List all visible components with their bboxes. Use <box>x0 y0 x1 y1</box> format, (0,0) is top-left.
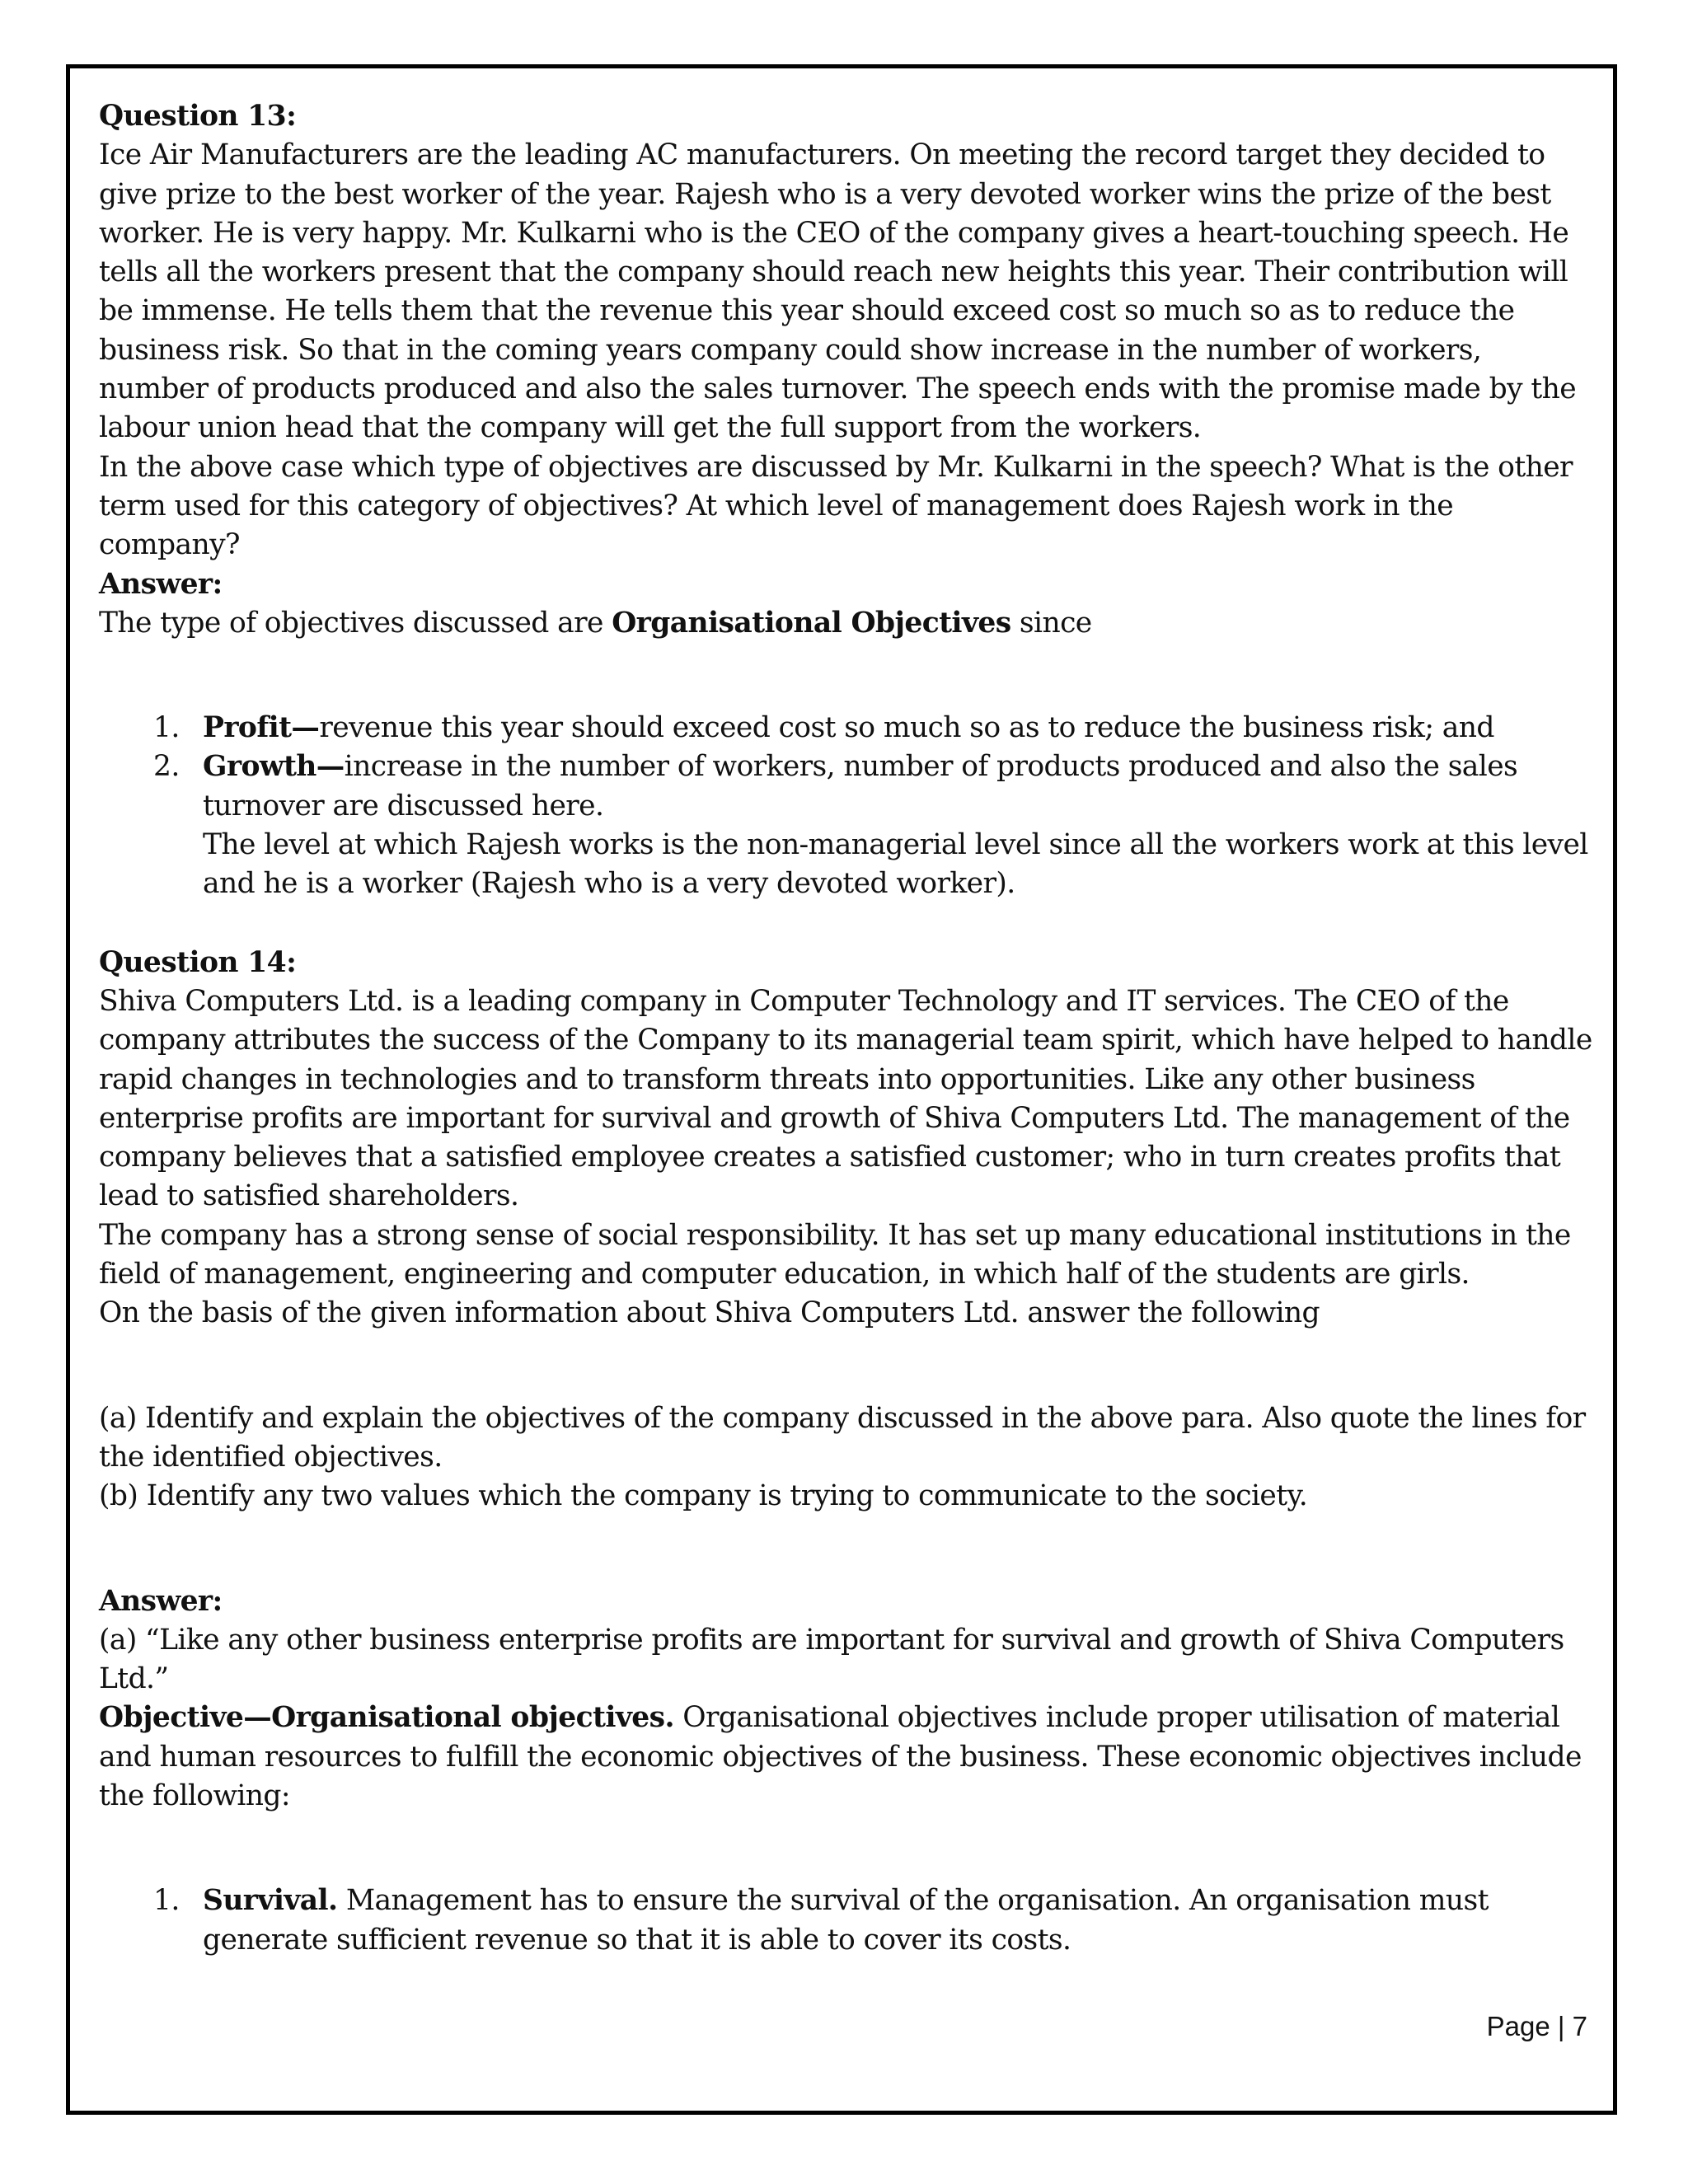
list-item: 1. Survival. Management has to ensure the survival of the organisation. An organisation must generate sufficient revenue so that it is able to cover its costs. <box>153 1884 1489 1957</box>
answer-intro-bold: Organisational Objectives <box>612 606 1011 640</box>
list-item: 2. Growth—increase in the number of workers, number of products produced and also the sales turnover are discussed here. <box>153 750 1518 823</box>
question-14-part-b: (b) Identify any two values which the company is trying to communicate to the society. <box>99 1479 1308 1513</box>
question-14-para-1: Shiva Computers Ltd. is a leading company in Computer Technology and IT services. The CEO of the company attributes the success of the Company to its managerial team spirit, which have helped to handle rapid changes in technologies and to transform threats into opportunities. Like any other business enterprise profits are important for survival and growth of Shiva Computers Ltd. The management of the company believes that a satisfied employee creates a satisfied customer; who in turn creates profits that lead to satisfied shareholders. <box>99 984 1592 1213</box>
question-13-answer-list <box>99 709 1592 826</box>
question-13-body: Ice Air Manufacturers are the leading AC manufacturers. On meeting the record target they decided to give prize to the best worker of the year. Rajesh who is a very devoted worker wins the prize of the best worker. He is very happy. Mr. Kulkarni who is the CEO of the company gives a heart-touching speech. He tells all the workers present that the company should reach new heights this year. Their contribution will be immense. He tells them that the revenue this year should exceed cost so much so as to reduce the business risk. So that in the coming years company could show increase in the number of workers, number of products produced and also the sales turnover. The speech ends with the promise made by the labour union head that the company will get the full support from the workers. <box>99 138 1577 445</box>
question-14-para-3: On the basis of the given information about Shiva Computers Ltd. answer the following <box>99 1296 1320 1330</box>
question-14-answer-a: (a) “Like any other business enterprise profits are important for survival and growth of Shiva Computers Ltd.” <box>99 1623 1564 1696</box>
question-14-answer-label: Answer: <box>99 1584 223 1618</box>
question-14-para-2: The company has a strong sense of social responsibility. It has set up many educational institutions in the field of management, engineering and computer education, in which half of the students are girls. <box>99 1218 1571 1291</box>
question-13-answer-label: Answer: <box>99 567 223 601</box>
question-14-objective: Objective—Organisational objectives. Organisational objectives include proper utilisation of material and human resources to fulfill the economic objectives of the business. These economic objectives include the following: <box>99 1701 1582 1812</box>
page-number: Page | 7 <box>1486 2011 1587 2041</box>
question-13-level-note: The level at which Rajesh works is the non-managerial level since all the workers work at this level and he is a worker (Rajesh who is a very devoted worker). <box>203 828 1588 901</box>
question-14-part-a: (a) Identify and explain the objectives of the company discussed in the above para. Also quote the lines for the identified objectives. <box>99 1401 1586 1474</box>
list-item: 1. Profit—revenue this year should exceed cost so much so as to reduce the business risk; and <box>153 711 1494 745</box>
question-14-answer-list <box>99 1882 1592 1960</box>
question-13-answer-intro: The type of objectives discussed are Organisational Objectives since <box>99 606 1092 640</box>
question-13-prompt: In the above case which type of objectives are discussed by Mr. Kulkarni in the speech? What is the other term used for this category of objectives? At which level of management does Rajesh work in the company? <box>99 450 1573 562</box>
page-content <box>99 97 1592 1960</box>
question-14-heading: Question 14: <box>99 945 297 979</box>
question-13-heading: Question 13: <box>99 100 297 133</box>
